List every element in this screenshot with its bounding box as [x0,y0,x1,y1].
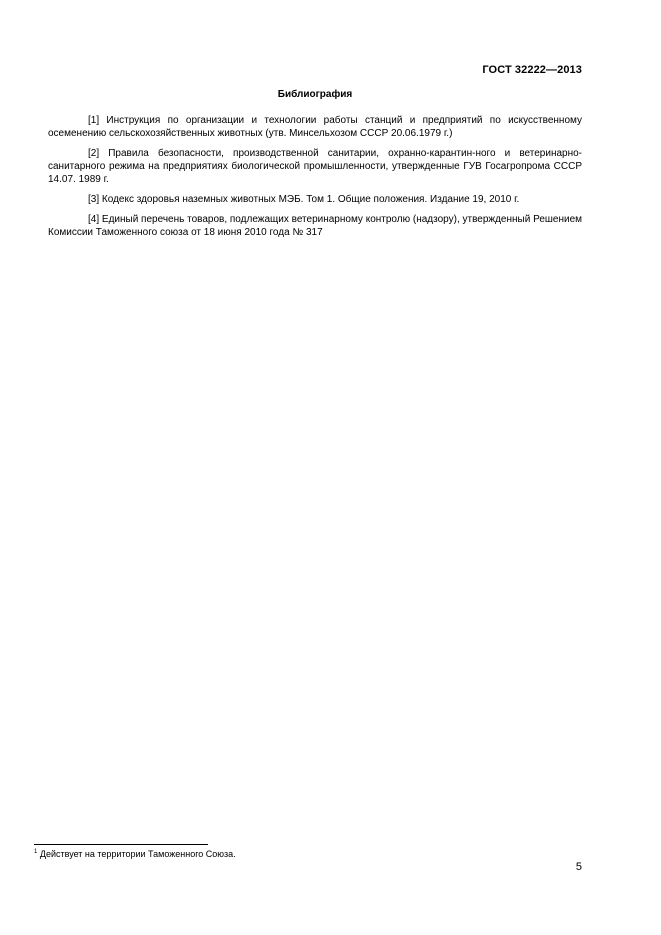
page-number: 5 [575,861,582,873]
bibliography-entry: [1] Инструкция по организации и технологии работы станций и предприятий по искусственному осеменению сельскохозяйственных животных (утв. Минсельхозом СССР 20.06.1979 г.) [48,115,582,139]
bibliography-entry: [3] Кодекс здоровья наземных животных МЭБ. Том 1. Общие положения. Издание 19, 2010 г. [88,194,520,205]
bibliography-list [48,114,582,246]
footnote-mark: 1 [34,849,38,855]
footnote-text: Действует на территории Таможенного Союза. [39,849,236,859]
footnote [34,849,236,860]
standard-code: ГОСТ 32222—2013 [482,64,582,76]
section-title: Библиография [277,89,353,100]
bibliography-entry: [4] Единый перечень товаров, подлежащих ветеринарному контролю (надзору), утвержденный Решением Комиссии Таможенного союза от 18 июня 2010 года № 317 [48,214,583,238]
footnote-divider [34,844,208,845]
bibliography-entry: [2] Правила безопасности, производственной санитарии, охранно-карантин-ного и ветеринарно-санитарного режима на предприятиях биологической промышленности, утвержденные ГУВ Госагропрома СССР 14.07. 1989 г. [48,148,582,185]
